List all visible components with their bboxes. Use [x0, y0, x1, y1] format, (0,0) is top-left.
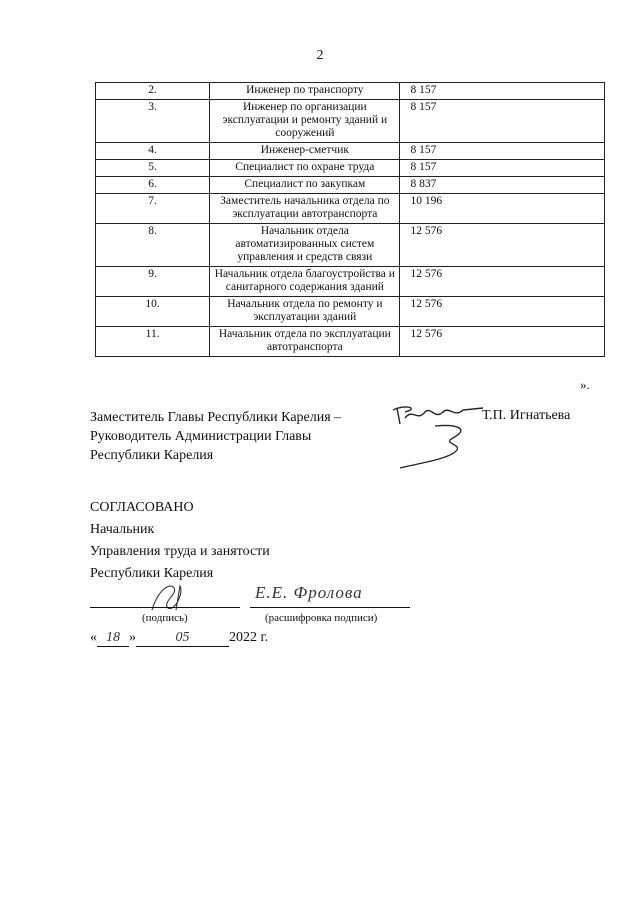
salary-value: 8 157 — [400, 160, 605, 177]
position-salary-table — [95, 82, 605, 357]
row-number: 7. — [96, 194, 210, 224]
table-row — [96, 224, 605, 267]
signatory-title — [90, 408, 341, 465]
decode-line — [250, 607, 410, 608]
date-month: 05 — [136, 630, 229, 647]
signature-caption: (подпись) — [142, 612, 188, 624]
agreed-line-3: Республики Карелия — [90, 566, 214, 581]
signatory-name: Т.П. Игнатьева — [482, 408, 571, 423]
salary-value: 12 576 — [400, 267, 605, 297]
row-number: 4. — [96, 143, 210, 160]
date-open-quote: « — [90, 630, 97, 645]
date-close-quote: » — [129, 630, 136, 645]
position-title: Начальник отдела автоматизированных систем управления и средств связи — [210, 224, 400, 267]
handwritten-initials-icon — [140, 580, 200, 615]
salary-value: 12 576 — [400, 297, 605, 327]
table-row — [96, 327, 605, 357]
table-row — [96, 143, 605, 160]
salary-value: 10 196 — [400, 194, 605, 224]
position-title: Заместитель начальника отдела по эксплуатации автотранспорта — [210, 194, 400, 224]
position-title: Инженер по организации эксплуатации и ремонту зданий и сооружений — [210, 100, 400, 143]
position-title: Инженер-сметчик — [210, 143, 400, 160]
date-year: 2022 г. — [229, 630, 269, 645]
signature-line — [90, 607, 240, 608]
agreed-heading: СОГЛАСОВАНО — [90, 500, 194, 515]
salary-value: 12 576 — [400, 327, 605, 357]
salary-value: 8 837 — [400, 177, 605, 194]
position-title: Начальник отдела благоустройства и санитарного содержания зданий — [210, 267, 400, 297]
table-row — [96, 267, 605, 297]
row-number: 6. — [96, 177, 210, 194]
row-number: 5. — [96, 160, 210, 177]
position-title: Специалист по охране труда — [210, 160, 400, 177]
agreed-line-1: Начальник — [90, 522, 155, 537]
handwritten-signature-icon — [375, 398, 495, 478]
date-row — [90, 630, 268, 647]
agreed-line-2: Управления труда и занятости — [90, 544, 270, 559]
row-number: 11. — [96, 327, 210, 357]
agreed-block — [90, 497, 270, 585]
table-row — [96, 297, 605, 327]
position-title: Специалист по закупкам — [210, 177, 400, 194]
table-row — [96, 160, 605, 177]
signatory-title-line-3: Республики Карелия — [90, 448, 214, 463]
date-day: 18 — [97, 630, 129, 647]
position-title: Начальник отдела по ремонту и эксплуатации зданий — [210, 297, 400, 327]
page-number: 2 — [316, 48, 324, 63]
salary-value: 8 157 — [400, 83, 605, 100]
row-number: 8. — [96, 224, 210, 267]
salary-value: 12 576 — [400, 224, 605, 267]
row-number: 2. — [96, 83, 210, 100]
salary-value: 8 157 — [400, 100, 605, 143]
handwritten-name: Е.Е. Фролова — [255, 583, 363, 602]
salary-value: 8 157 — [400, 143, 605, 160]
row-number: 9. — [96, 267, 210, 297]
table-row — [96, 100, 605, 143]
row-number: 10. — [96, 297, 210, 327]
position-title: Инженер по транспорту — [210, 83, 400, 100]
decode-caption: (расшифровка подписи) — [265, 612, 378, 624]
table-row — [96, 177, 605, 194]
table-row — [96, 83, 605, 100]
position-title: Начальник отдела по эксплуатации автотранспорта — [210, 327, 400, 357]
row-number: 3. — [96, 100, 210, 143]
closing-quote: ». — [580, 377, 590, 392]
signatory-title-line-1: Заместитель Главы Республики Карелия – — [90, 410, 342, 425]
table-row — [96, 194, 605, 224]
signatory-title-line-2: Руководитель Администрации Главы — [90, 429, 312, 444]
